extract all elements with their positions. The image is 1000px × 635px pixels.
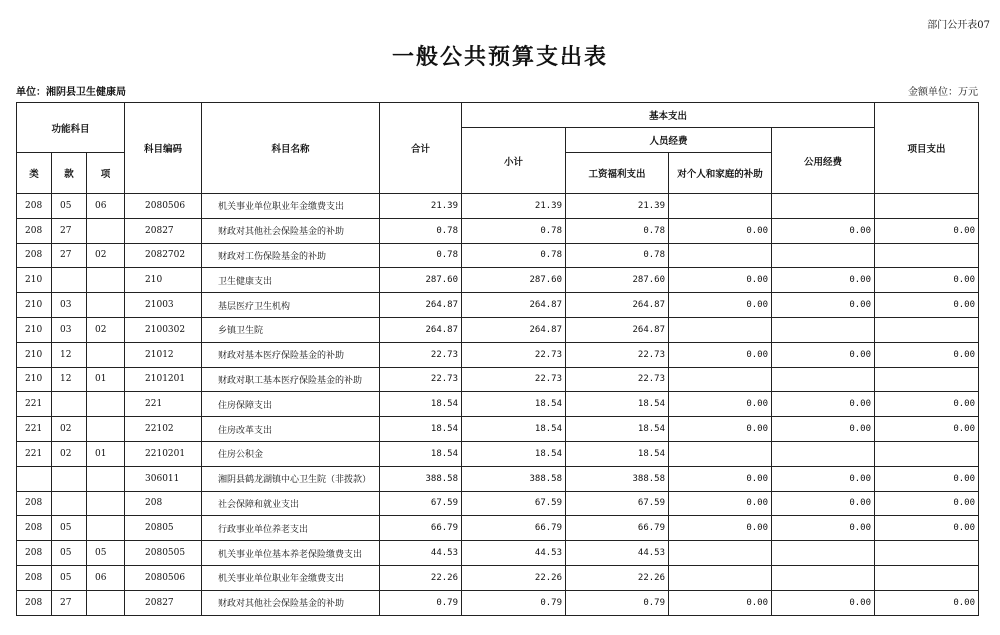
row-name-cell: 乡镇卫生院	[202, 317, 380, 342]
row-class-cell	[17, 466, 52, 491]
row-total-cell: 0.78	[380, 218, 462, 243]
row-project-cell: 0.00	[875, 342, 979, 367]
header-subsidies: 对个人和家庭的补助	[669, 153, 772, 194]
row-subsidy-cell: 0.00	[669, 491, 772, 516]
row-code-cell: 210	[125, 268, 202, 293]
row-item-cell: 02	[87, 243, 125, 268]
row-section-cell: 12	[52, 367, 87, 392]
row-item-cell	[87, 491, 125, 516]
row-section-cell: 03	[52, 317, 87, 342]
row-class-cell: 210	[17, 268, 52, 293]
row-section-cell: 02	[52, 441, 87, 466]
table-row	[17, 516, 979, 541]
table-row	[17, 392, 979, 417]
row-wages-cell: 22.73	[566, 367, 669, 392]
row-project-cell: 0.00	[875, 417, 979, 442]
row-subtotal-cell: 388.58	[462, 466, 566, 491]
row-subtotal-cell: 22.73	[462, 367, 566, 392]
row-total-cell: 264.87	[380, 293, 462, 318]
row-code-cell: 21003	[125, 293, 202, 318]
unit-label: 单位：湘阴县卫生健康局	[16, 87, 126, 98]
row-name-cell: 财政对基本医疗保险基金的补助	[202, 342, 380, 367]
row-class-cell: 210	[17, 367, 52, 392]
row-total-cell: 22.73	[380, 342, 462, 367]
row-subsidy-cell	[669, 565, 772, 590]
row-wages-cell: 0.78	[566, 243, 669, 268]
row-section-cell: 27	[52, 218, 87, 243]
row-total-cell: 22.26	[380, 565, 462, 590]
row-project-cell: 0.00	[875, 392, 979, 417]
row-project-cell: 0.00	[875, 268, 979, 293]
table-row	[17, 441, 979, 466]
row-class-cell: 221	[17, 441, 52, 466]
row-item-cell	[87, 392, 125, 417]
row-name-cell: 机关事业单位职业年金缴费支出	[202, 565, 380, 590]
row-code-cell: 2080506	[125, 565, 202, 590]
row-item-cell	[87, 268, 125, 293]
row-public-cell: 0.00	[772, 342, 875, 367]
row-wages-cell: 388.58	[566, 466, 669, 491]
header-basic-expenditure: 基本支出	[462, 103, 875, 128]
row-class-cell: 210	[17, 342, 52, 367]
row-project-cell: 0.00	[875, 218, 979, 243]
row-total-cell: 21.39	[380, 194, 462, 219]
row-class-cell: 210	[17, 317, 52, 342]
row-wages-cell: 22.26	[566, 565, 669, 590]
row-wages-cell: 66.79	[566, 516, 669, 541]
row-code-cell: 208	[125, 491, 202, 516]
row-public-cell: 0.00	[772, 392, 875, 417]
row-total-cell: 18.54	[380, 392, 462, 417]
row-name-cell: 住房改革支出	[202, 417, 380, 442]
row-subtotal-cell: 44.53	[462, 541, 566, 566]
row-code-cell: 20827	[125, 218, 202, 243]
row-class-cell: 208	[17, 218, 52, 243]
table-row	[17, 243, 979, 268]
header-public-expenses: 公用经费	[772, 128, 875, 194]
row-public-cell	[772, 541, 875, 566]
header-subtotal: 小计	[462, 128, 566, 194]
row-wages-cell: 18.54	[566, 392, 669, 417]
row-total-cell: 264.87	[380, 317, 462, 342]
row-subsidy-cell: 0.00	[669, 218, 772, 243]
row-code-cell: 2082702	[125, 243, 202, 268]
row-class-cell: 208	[17, 194, 52, 219]
form-code: 部门公开表07	[927, 20, 990, 31]
row-public-cell: 0.00	[772, 293, 875, 318]
row-subsidy-cell: 0.00	[669, 590, 772, 615]
row-wages-cell: 18.54	[566, 417, 669, 442]
row-class-cell: 221	[17, 417, 52, 442]
table-row	[17, 293, 979, 318]
row-code-cell: 2100302	[125, 317, 202, 342]
row-wages-cell: 22.73	[566, 342, 669, 367]
row-subsidy-cell	[669, 194, 772, 219]
table-row	[17, 268, 979, 293]
row-public-cell: 0.00	[772, 491, 875, 516]
table-row	[17, 491, 979, 516]
row-class-cell: 208	[17, 243, 52, 268]
row-project-cell	[875, 565, 979, 590]
row-subtotal-cell: 0.78	[462, 243, 566, 268]
row-name-cell: 财政对其他社会保险基金的补助	[202, 218, 380, 243]
row-wages-cell: 0.79	[566, 590, 669, 615]
row-subsidy-cell: 0.00	[669, 268, 772, 293]
row-section-cell: 05	[52, 565, 87, 590]
row-code-cell: 21012	[125, 342, 202, 367]
row-wages-cell: 67.59	[566, 491, 669, 516]
row-item-cell: 01	[87, 367, 125, 392]
row-subsidy-cell	[669, 317, 772, 342]
table-header	[17, 103, 979, 194]
row-public-cell: 0.00	[772, 268, 875, 293]
row-subsidy-cell: 0.00	[669, 392, 772, 417]
row-item-cell	[87, 342, 125, 367]
row-name-cell: 湘阴县鹤龙湖镇中心卫生院（非拨款）	[202, 466, 380, 491]
row-public-cell: 0.00	[772, 516, 875, 541]
row-class-cell: 208	[17, 541, 52, 566]
row-item-cell	[87, 466, 125, 491]
row-public-cell: 0.00	[772, 218, 875, 243]
table-row	[17, 417, 979, 442]
header-total: 合计	[380, 103, 462, 194]
table-row	[17, 565, 979, 590]
table-row	[17, 342, 979, 367]
row-subtotal-cell: 18.54	[462, 417, 566, 442]
row-item-cell: 02	[87, 317, 125, 342]
row-total-cell: 0.78	[380, 243, 462, 268]
row-public-cell: 0.00	[772, 590, 875, 615]
row-total-cell: 18.54	[380, 417, 462, 442]
table-row	[17, 466, 979, 491]
row-subtotal-cell: 287.60	[462, 268, 566, 293]
header-function-subject: 功能科目	[17, 103, 125, 153]
row-section-cell: 27	[52, 243, 87, 268]
row-class-cell: 210	[17, 293, 52, 318]
expenditure-table	[16, 102, 979, 616]
row-name-cell: 财政对职工基本医疗保险基金的补助	[202, 367, 380, 392]
row-section-cell: 03	[52, 293, 87, 318]
row-item-cell: 01	[87, 441, 125, 466]
row-total-cell: 18.54	[380, 441, 462, 466]
row-subtotal-cell: 66.79	[462, 516, 566, 541]
row-total-cell: 22.73	[380, 367, 462, 392]
row-section-cell	[52, 491, 87, 516]
row-total-cell: 0.79	[380, 590, 462, 615]
row-subtotal-cell: 264.87	[462, 317, 566, 342]
row-project-cell	[875, 194, 979, 219]
row-subsidy-cell	[669, 367, 772, 392]
row-subtotal-cell: 18.54	[462, 441, 566, 466]
row-section-cell	[52, 268, 87, 293]
table-row	[17, 317, 979, 342]
header-subject-code: 科目编码	[125, 103, 202, 194]
table-body	[17, 194, 979, 616]
row-subsidy-cell	[669, 541, 772, 566]
row-section-cell	[52, 466, 87, 491]
row-name-cell: 住房保障支出	[202, 392, 380, 417]
row-code-cell: 22102	[125, 417, 202, 442]
row-section-cell	[52, 392, 87, 417]
row-name-cell: 财政对工伤保险基金的补助	[202, 243, 380, 268]
row-total-cell: 388.58	[380, 466, 462, 491]
row-public-cell	[772, 441, 875, 466]
row-subtotal-cell: 21.39	[462, 194, 566, 219]
row-wages-cell: 264.87	[566, 293, 669, 318]
row-code-cell: 221	[125, 392, 202, 417]
row-subtotal-cell: 22.73	[462, 342, 566, 367]
row-total-cell: 67.59	[380, 491, 462, 516]
row-total-cell: 287.60	[380, 268, 462, 293]
row-item-cell	[87, 218, 125, 243]
row-subsidy-cell: 0.00	[669, 293, 772, 318]
row-subtotal-cell: 18.54	[462, 392, 566, 417]
amount-unit: 金额单位：万元	[908, 87, 978, 98]
row-name-cell: 社会保障和就业支出	[202, 491, 380, 516]
row-total-cell: 66.79	[380, 516, 462, 541]
row-section-cell: 12	[52, 342, 87, 367]
header-project-expenditure: 项目支出	[875, 103, 979, 194]
header-class: 类	[17, 153, 52, 194]
row-section-cell: 02	[52, 417, 87, 442]
row-project-cell: 0.00	[875, 466, 979, 491]
row-name-cell: 行政事业单位养老支出	[202, 516, 380, 541]
row-code-cell: 2210201	[125, 441, 202, 466]
row-project-cell: 0.00	[875, 491, 979, 516]
table-row	[17, 590, 979, 615]
row-public-cell	[772, 194, 875, 219]
row-class-cell: 208	[17, 565, 52, 590]
row-class-cell: 208	[17, 590, 52, 615]
row-name-cell: 住房公积金	[202, 441, 380, 466]
row-name-cell: 卫生健康支出	[202, 268, 380, 293]
row-public-cell	[772, 317, 875, 342]
row-section-cell: 05	[52, 516, 87, 541]
row-subsidy-cell: 0.00	[669, 466, 772, 491]
row-code-cell: 2101201	[125, 367, 202, 392]
row-item-cell	[87, 417, 125, 442]
row-wages-cell: 44.53	[566, 541, 669, 566]
row-wages-cell: 0.78	[566, 218, 669, 243]
row-subsidy-cell: 0.00	[669, 342, 772, 367]
row-subtotal-cell: 22.26	[462, 565, 566, 590]
table-row	[17, 218, 979, 243]
row-public-cell	[772, 243, 875, 268]
row-item-cell: 06	[87, 565, 125, 590]
row-wages-cell: 18.54	[566, 441, 669, 466]
row-class-cell: 208	[17, 491, 52, 516]
header-subject-name: 科目名称	[202, 103, 380, 194]
row-wages-cell: 287.60	[566, 268, 669, 293]
row-code-cell: 2080505	[125, 541, 202, 566]
row-code-cell: 2080506	[125, 194, 202, 219]
header-wages-welfare: 工资福利支出	[566, 153, 669, 194]
row-project-cell: 0.00	[875, 590, 979, 615]
row-subsidy-cell	[669, 441, 772, 466]
row-total-cell: 44.53	[380, 541, 462, 566]
row-section-cell: 05	[52, 541, 87, 566]
header-item: 项	[87, 153, 125, 194]
row-item-cell	[87, 590, 125, 615]
row-class-cell: 208	[17, 516, 52, 541]
row-section-cell: 27	[52, 590, 87, 615]
row-section-cell: 05	[52, 194, 87, 219]
row-project-cell	[875, 541, 979, 566]
row-item-cell: 05	[87, 541, 125, 566]
row-project-cell	[875, 243, 979, 268]
row-project-cell: 0.00	[875, 293, 979, 318]
table-row	[17, 194, 979, 219]
row-subsidy-cell	[669, 243, 772, 268]
row-project-cell	[875, 441, 979, 466]
row-name-cell: 机关事业单位职业年金缴费支出	[202, 194, 380, 219]
row-name-cell: 财政对其他社会保险基金的补助	[202, 590, 380, 615]
row-subsidy-cell: 0.00	[669, 516, 772, 541]
row-public-cell	[772, 367, 875, 392]
row-wages-cell: 264.87	[566, 317, 669, 342]
row-subtotal-cell: 264.87	[462, 293, 566, 318]
row-public-cell: 0.00	[772, 417, 875, 442]
row-public-cell	[772, 565, 875, 590]
page-title: 一般公共预算支出表	[391, 44, 608, 70]
row-project-cell	[875, 317, 979, 342]
row-item-cell	[87, 293, 125, 318]
row-code-cell: 306011	[125, 466, 202, 491]
row-project-cell	[875, 367, 979, 392]
table-row	[17, 367, 979, 392]
row-item-cell: 06	[87, 194, 125, 219]
row-project-cell: 0.00	[875, 516, 979, 541]
row-code-cell: 20827	[125, 590, 202, 615]
row-name-cell: 机关事业单位基本养老保险缴费支出	[202, 541, 380, 566]
row-class-cell: 221	[17, 392, 52, 417]
row-public-cell: 0.00	[772, 466, 875, 491]
row-subsidy-cell: 0.00	[669, 417, 772, 442]
header-section: 款	[52, 153, 87, 194]
row-item-cell	[87, 516, 125, 541]
row-name-cell: 基层医疗卫生机构	[202, 293, 380, 318]
table-row	[17, 541, 979, 566]
row-subtotal-cell: 0.78	[462, 218, 566, 243]
header-personnel-expenses: 人员经费	[566, 128, 772, 153]
row-subtotal-cell: 67.59	[462, 491, 566, 516]
row-code-cell: 20805	[125, 516, 202, 541]
row-wages-cell: 21.39	[566, 194, 669, 219]
row-subtotal-cell: 0.79	[462, 590, 566, 615]
